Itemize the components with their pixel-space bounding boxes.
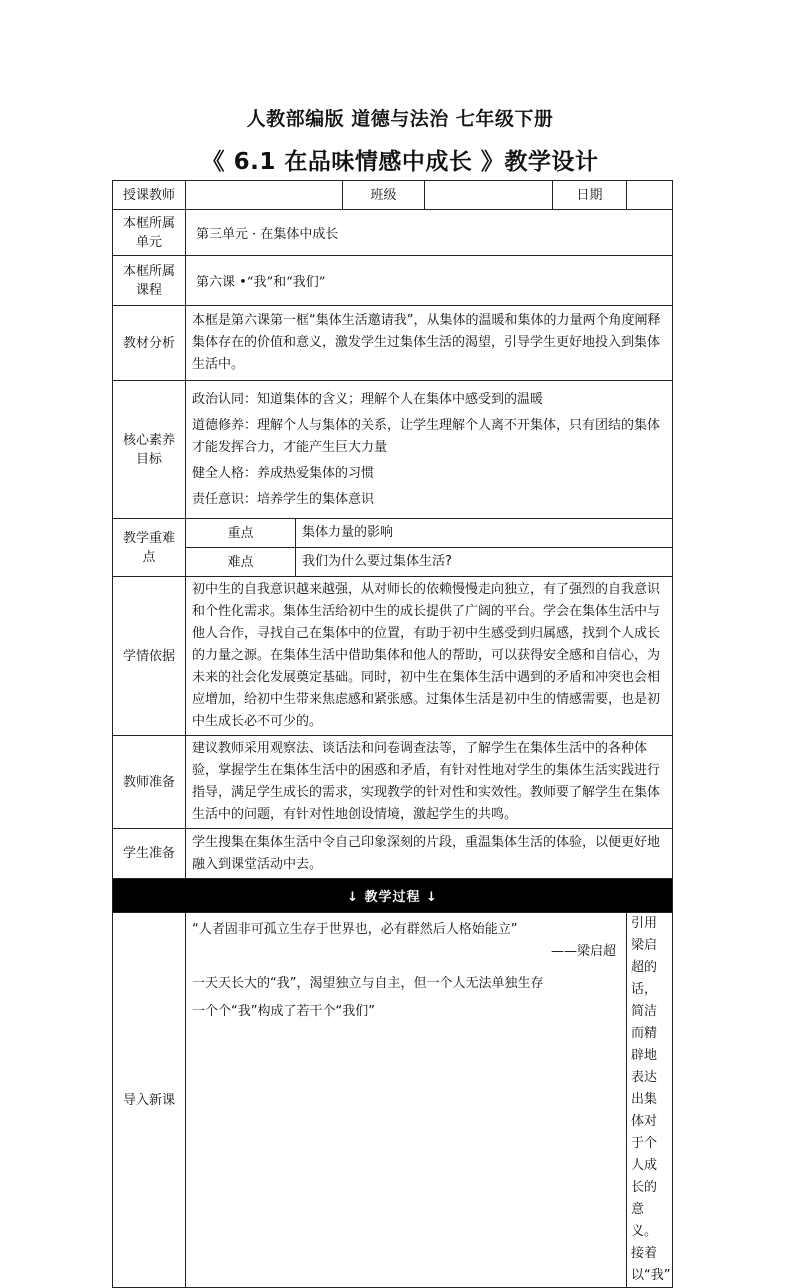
intro-line-2: 一个个“我”构成了若干个“我们” — [192, 1004, 375, 1019]
unit-value: 第三单元 · 在集体中成长 — [186, 210, 673, 256]
class-label: 班级 — [343, 181, 425, 210]
difficult-value: 我们为什么要过集体生活? — [296, 548, 673, 577]
unit-row — [113, 210, 673, 256]
date-value — [627, 181, 673, 210]
teacher-prep-label: 教师准备 — [113, 736, 186, 829]
intro-side-note: 引用梁启超的话，简洁而精辟地表达出集体对于个人成长的意义。接着以“我” — [627, 913, 673, 1288]
core-row — [113, 381, 673, 519]
intro-quote: “人者固非可孤立生存于世界也，必有群然后人格始能立” — [192, 922, 518, 937]
teacher-prep-text: 建议教师采用观察法、谈话法和问卷调查法等，了解学生在集体生活中的各种体验，掌握学生在集体生活中的困惑和矛盾，有针对性地对学生的集体生活实践进行指导，满足学生成长的需求，实现教学的针对性和实效性。教师要了解学生在集体生活中的问题，有针对性地创设情境，激起学生的共鸣。 — [186, 736, 673, 829]
student-basis-label: 学情依据 — [113, 577, 186, 736]
difficulty-row — [113, 548, 673, 577]
student-basis-row — [113, 577, 673, 736]
process-heading-row — [113, 879, 673, 913]
process-heading: ↓ 教学过程 ↓ — [113, 879, 673, 913]
core-goal-morality: 道德修养：理解个人与集体的关系，让学生理解个人离不开集体，只有团结的集体才能发挥合力，才能产生巨大力量 — [192, 417, 661, 455]
info-row — [113, 181, 673, 210]
student-basis-text: 初中生的自我意识越来越强，从对师长的依赖慢慢走向独立，有了强烈的自我意识和个性化需求。集体生活给初中生的成长提供了广阔的平台。学会在集体生活中与他人合作，寻找自己在集体中的位置，有助于初中生感受到归属感，找到个人成长的力量之源。在集体生活中借助集体和他人的帮助，可以获得安全感和自信心，为未来的社会化发展奠定基础。同时，初中生在集体生活中遇到的矛盾和冲突也会相应增加，给初中生带来焦虑感和紧张感。过集体生活是初中生的情感需要，也是初中生成长必不可少的。 — [186, 577, 673, 736]
material-label: 教材分析 — [113, 306, 186, 381]
keypoints-label: 教学重难点 — [113, 519, 186, 577]
document-subtitle: 人教部编版 道德与法治 七年级下册 — [246, 108, 554, 130]
teacher-label: 授课教师 — [113, 181, 186, 210]
intro-content — [186, 913, 627, 1288]
core-goal-responsibility: 责任意识：培养学生的集体意识 — [192, 491, 375, 507]
document-title: 《 6.1 在品味情感中成长 》教学设计 — [201, 149, 599, 175]
unit-label: 本框所属单元 — [113, 210, 186, 256]
lesson-label: 本框所属课程 — [113, 256, 186, 306]
material-row — [113, 306, 673, 381]
lesson-row — [113, 256, 673, 306]
core-label: 核心素养目标 — [113, 381, 186, 519]
keypoint-row — [113, 519, 673, 548]
core-goal-personality: 健全人格：养成热爱集体的习惯 — [192, 465, 375, 481]
intro-row — [113, 913, 673, 1288]
core-goal-political: 政治认同：知道集体的含义；理解个人在集体中感受到的温暖 — [192, 391, 544, 407]
intro-label: 导入新课 — [113, 913, 186, 1288]
lesson-plan-table — [112, 180, 673, 1288]
teacher-prep-row — [113, 736, 673, 829]
key-label: 重点 — [186, 519, 296, 548]
lesson-value: 第六课 •“我”和“我们” — [186, 256, 673, 306]
student-prep-label: 学生准备 — [113, 829, 186, 879]
date-label: 日期 — [553, 181, 627, 210]
class-value — [425, 181, 553, 210]
teacher-value — [186, 181, 343, 210]
intro-line-1: 一天天长大的“我”，渴望独立与自主，但一个人无法单独生存 — [192, 976, 544, 991]
key-value: 集体力量的影响 — [296, 519, 673, 548]
core-goals — [186, 381, 673, 519]
student-prep-text: 学生搜集在集体生活中令自己印象深刻的片段，重温集体生活的体验，以便更好地融入到课堂活动中去。 — [186, 829, 673, 879]
student-prep-row — [113, 829, 673, 879]
difficult-label: 难点 — [186, 548, 296, 577]
material-text: 本框是第六课第一框“集体生活邀请我”，从集体的温暖和集体的力量两个角度阐释集体存在的价值和意义，激发学生过集体生活的渴望，引导学生更好地投入到集体生活中。 — [186, 306, 673, 381]
intro-quote-source: ——梁启超 — [550, 944, 616, 959]
